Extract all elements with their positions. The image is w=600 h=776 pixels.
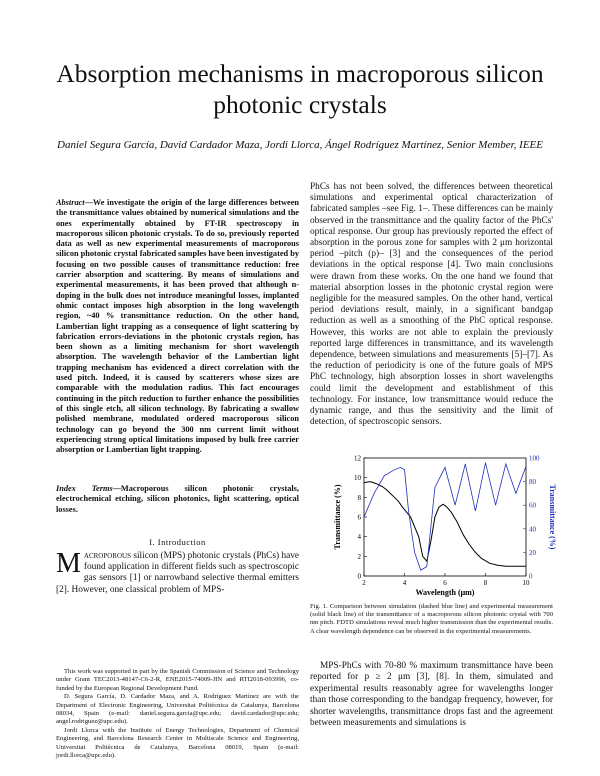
series-line (364, 482, 526, 567)
y-tick-label: 0 (357, 572, 361, 581)
body-text-right: PhCs has not been solved, the differences between theoretical simulations and experimental optical characterization of fabricated samples –see Fig. 1–. These differences can be mainly observed in the transmittance and the quality factor of the PhCs' optical response. Our group has previously reported the effect of absorption in the porous zone for samples with 2 μm horizontal period –pitch (p)– [3] and the consequences of the period deviations in the optical response [4]. Two main conclusions were drawn from these works. On the one hand we found that material absorption losses in the photonic crystal region were negligible for the measured samples. On the other hand, vertical period deviations result, mainly, in a significant bandgap reduction as well as a smoothing of the PhC optical response. However, this works are not able to explain the previously reported large differences in transmittance, and its wavelength dependence, between simulations and measurements [5]–[7]. As the reduction of periodicity is one of the future goals of MPS PhC technology, high absorption losses in short wavelengths could limit the development and establishment of this technology. For instance, low transmittance would reduce the dynamic range, and thus the sensitivity and the limit of detection, of spectroscopic sensors. (310, 182, 553, 428)
y-right-tick-label: 0 (529, 572, 533, 581)
abstract-label: Abstract (56, 198, 85, 207)
y-right-tick-label: 20 (529, 548, 536, 557)
y-tick-label: 8 (357, 493, 361, 502)
footnote: D. Segura García, D. Cardador Maza, and A. Rodríguez Martínez are with the Department of Electronic Engineering, Universitat Politècnica de Catalunya, Barcelona 08034, Spain (e-mail: daniel.segura.garcia@upc.edu; david.cardador@upc.edu; angel.rodriguez@upc.edu). (56, 693, 299, 726)
abstract-text: —We investigate the origin of the large differences between the transmittance values obtained by numerical simulations and the ones experimentally obtained by FT-IR spectroscopy in macroporous silicon photonic crystals. To do so, previously reported data as well as new experimental measurements of macroporous silicon photonic crystal fabricated samples have been investigated by focusing on two possible causes of transmittance reduction: free carrier absorption and scattering. By means of simulations and experimental measurements, it has been proved that although n-doping in the bulk does not introduce meaningful losses, implanted ohmic contact imposes high absorption in the long wavelength region, ~40 % transmittance reduction. On the other hand, Lambertian light trapping as a consequence of light scattering by fabrication errors-deviations in the photonic crystals region, has been shown as a limiting mechanism for short wavelength absorption. The wavelength behavior of the Lambertian light trapping mechanism has evidenced a direct correlation with the used pitch. Indeed, it is caused by scatterers whose sizes are comparable with the modulation radius. This fact encourages continuing in the pitch reduction to further enhance the possibilities of this single etch, all silicon technology. By fabricating a swallow polished membrane, modulated ordered macroporous silicon technology can go beyond the 300 nm current limit without experiencing strong optical limitations imposed by bulk free carrier absorption or Lambertian light trapping. (56, 198, 299, 455)
intro-paragraph (56, 548, 299, 596)
intro-smallcaps: acroporous (83, 551, 131, 561)
dropcap: M (56, 548, 81, 579)
footnotes (56, 668, 299, 760)
x-tick-label: 4 (402, 579, 407, 587)
figure-1 (330, 448, 558, 600)
y-tick-label: 4 (357, 533, 361, 542)
y-tick-label: 10 (354, 474, 361, 483)
series-line (364, 463, 526, 570)
section-heading: I. Introduction (149, 537, 206, 547)
y-right-tick-label: 40 (529, 525, 536, 534)
x-tick-label: 2 (362, 579, 366, 587)
transmittance-chart (330, 448, 558, 600)
y-right-tick-label: 60 (529, 501, 536, 510)
abstract (56, 198, 299, 455)
index-terms-text: —Macroporous silicon photonic crystals, electrochemical etching, silicon photonics, light scattering, optical losses. (56, 484, 299, 514)
y-axis-label: Transmittance (%) (333, 484, 342, 550)
index-terms-label: Index Terms (56, 484, 113, 493)
y-right-tick-label: 100 (529, 454, 540, 463)
body-text-right-2: MPS-PhCs with 70-80 % maximum transmittance have been reported for p ≥ 2 μm [3], [8]. In them, simulated and experimental results reasonably agree for wavelengths longer than those corresponding to the bandgap frequency, however, for shorter wavelengths, transmittance drops fast and the agreement between measurements and simulations is (310, 661, 553, 729)
y-right-axis-label: Transmittance (%) (548, 484, 557, 550)
y-right-tick-label: 80 (529, 478, 536, 487)
x-tick-label: 6 (443, 579, 447, 587)
y-tick-label: 2 (357, 552, 361, 561)
x-tick-label: 8 (483, 579, 488, 587)
x-axis-label: Wavelength (μm) (415, 588, 475, 597)
footnote: This work was supported in part by the Spanish Commission of Science and Technology under Grant TEC2013-48147-C6-2-R, ENE2015-74009-JIN and RTI2018-093996, co-funded by the European Regional Development Fund. (56, 668, 299, 692)
intro-text: silicon (MPS) photonic crystals (PhCs) have found application in different fields such as spectroscopic gas sensors [1] or narrowband selective thermal emitters [2]. However, one classical problem of MPS- (56, 551, 299, 595)
paper-title: Absorption mechanisms in macroporous silicon photonic crystals (56, 59, 544, 119)
figure-caption: Fig. 1. Comparison between simulation (dashed blue line) and experimental measurement (solid black line) of the transmittance of a macroporous silicon photonic crystal with 700 nm pitch. FDTD simulations reveal much higher transmission than the experimental results. A clear wavelength dependence can be observed in the experimental measurements. (310, 603, 553, 635)
plot-frame (364, 458, 526, 576)
x-tick-label: 10 (522, 579, 530, 587)
y-tick-label: 12 (354, 454, 361, 463)
footnote: Jordi Llorca with the Institute of Energy Technologies, Department of Chemical Engineering, and Barcelona Research Center in Multiscale Science and Engineering, Universitat Politècnica de Catalunya, Barcelona 08019, Spain (e-mail: jordi.llorca@upc.edu). (56, 726, 299, 760)
y-tick-label: 6 (357, 513, 361, 522)
index-terms (56, 484, 299, 515)
author-list: Daniel Segura García, David Cardador Maza, Jordi Llorca, Ángel Rodríguez Martínez, Senior Member, IEEE (57, 139, 543, 151)
